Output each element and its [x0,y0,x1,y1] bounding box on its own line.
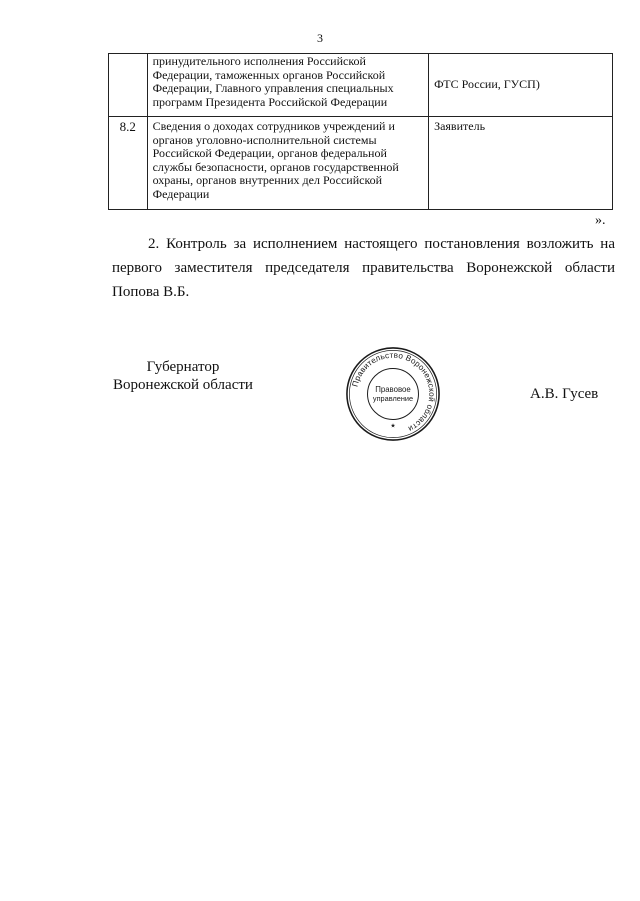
table-row [109,117,613,210]
control-paragraph [112,232,615,304]
paragraph-line: первого заместителя председателя правительства Воронежской области [112,260,615,276]
signatory-name: А.В. Гусев [530,386,599,402]
seal-ring-text: Правительство Воронежской области [350,350,437,434]
closing-quote: ». [595,213,606,228]
row-number: 8.2 [109,117,148,210]
signatory-title-line: Воронежской области [113,377,253,393]
document-table [108,53,613,210]
seal-center-line1: Правовое [375,385,411,395]
row-source: ФТС России, ГУСП) [429,54,613,117]
table-row [109,54,613,117]
seal-center-line2: управление [372,393,414,403]
row-description: принудительного исполнения Российской Федерации, таможенных органов Российской Федерации, Главного управления специальных программ Президента Российской Федерации [147,54,428,117]
paragraph-line: Попова В.Б. [112,284,190,300]
row-number [109,54,148,117]
row-source: Заявитель [429,117,613,210]
official-seal [344,345,442,443]
signatory-title [108,358,258,394]
paragraph-line: 2. Контроль за исполнением настоящего постановления возложить на [148,236,615,252]
signatory-title-line: Губернатор [146,359,220,375]
page-number: 3 [317,31,323,45]
seal-star-icon: ★ [390,423,396,430]
row-description: Сведения о доходах сотрудников учреждений и органов уголовно-исполнительной системы Российской Федерации, органов федеральной службы безопасности, органов государственной охраны, органов внутренних дел Российской Федерации [147,117,428,210]
